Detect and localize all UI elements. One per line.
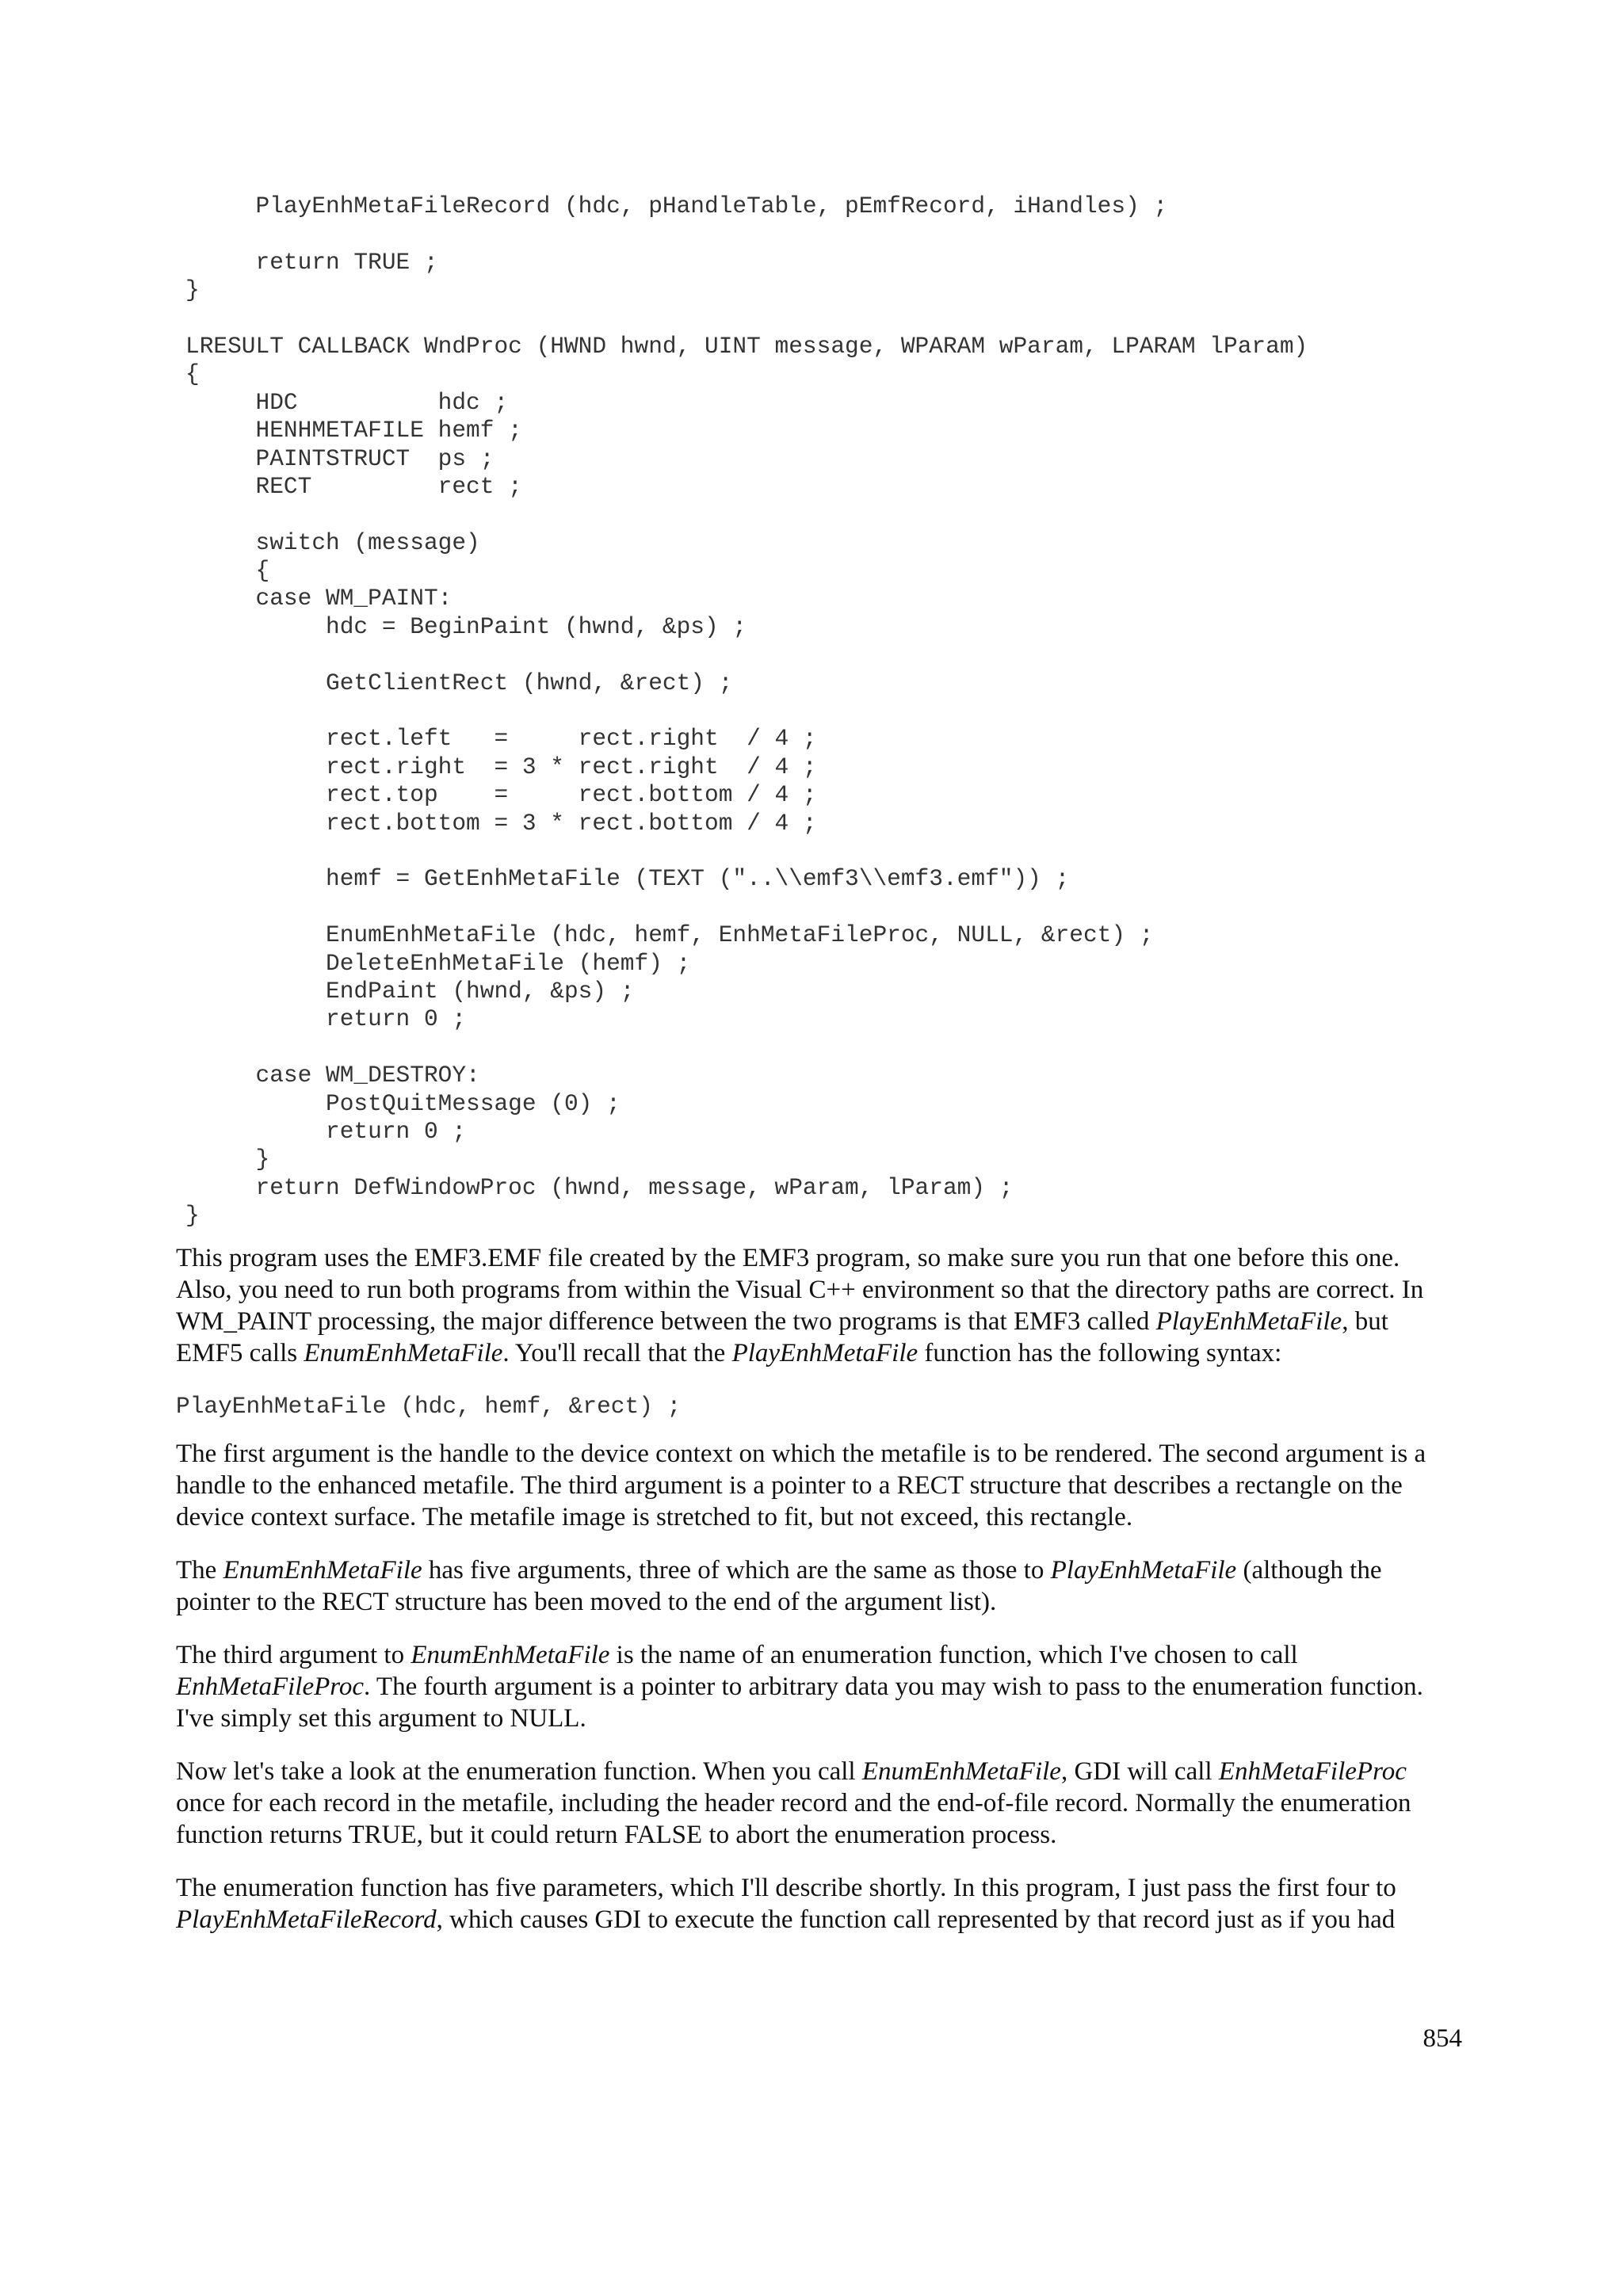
code-line: RECT rect ;	[185, 472, 522, 500]
function-name: EnumEnhMetaFile	[223, 1556, 422, 1585]
code-line: }	[185, 1202, 200, 1230]
text-run: , but EMF5 calls	[176, 1307, 1388, 1367]
code-line	[185, 641, 1308, 669]
paragraph	[176, 1639, 1460, 1734]
code-line: hemf = GetEnhMetaFile (TEXT ("..\\emf3\\emf3.emf")) ;	[185, 865, 1070, 893]
paragraph	[176, 1756, 1460, 1851]
text-run: has five arguments, three of which are the same as those to	[422, 1556, 1051, 1585]
text-run: function has the following syntax:	[918, 1339, 1282, 1367]
function-name: PlayEnhMetaFileRecord	[176, 1905, 437, 1934]
code-line: EndPaint (hwnd, &ps) ;	[185, 977, 635, 1005]
text-run: , which causes GDI to execute the function call represented by that record just as if you had	[436, 1905, 1396, 1934]
code-line	[185, 837, 1308, 865]
code-line: switch (message)	[185, 528, 480, 556]
function-name: EnhMetaFileProc	[176, 1672, 365, 1701]
function-name: EnumEnhMetaFile	[861, 1757, 1061, 1786]
body-text	[176, 1242, 1460, 1957]
code-line: LRESULT CALLBACK WndProc (HWND hwnd, UINT message, WPARAM wParam, LPARAM lParam)	[185, 332, 1308, 360]
code-line: hdc = BeginPaint (hwnd, &ps) ;	[185, 612, 747, 640]
function-name: PlayEnhMetaFile	[1050, 1556, 1237, 1585]
paragraph	[176, 1554, 1460, 1618]
text-run: The	[176, 1556, 223, 1585]
function-name: PlayEnhMetaFile	[731, 1339, 918, 1367]
code-line: DeleteEnhMetaFile (hemf) ;	[185, 949, 691, 977]
syntax-example: PlayEnhMetaFile (hdc, hemf, &rect) ;	[176, 1393, 682, 1420]
code-line: case WM_DESTROY:	[185, 1062, 480, 1089]
text-run: Now let's take a look at the enumeration function. When you call	[176, 1757, 862, 1786]
code-line: case WM_PAINT:	[185, 585, 453, 612]
code-line	[185, 894, 1308, 921]
code-listing	[185, 193, 1308, 1230]
code-line	[185, 305, 1308, 333]
code-line	[185, 220, 1308, 248]
paragraph: The first argument is the handle to the device context on which the metafile is to be rendered. The second argument is a handle to the enhanced metafile. The third argument is a pointer to a RECT structure that describes a rectangle on the device context surface. The metafile image is stretched to fit, but not exceed, this rectangle.	[176, 1440, 1426, 1531]
code-line: rect.top = rect.bottom / 4 ;	[185, 781, 817, 809]
code-line: }	[185, 1146, 270, 1173]
code-line: EnumEnhMetaFile (hdc, hemf, EnhMetaFileProc, NULL, &rect) ;	[185, 921, 1154, 949]
text-run: is the name of an enumeration function, which I've chosen to call	[609, 1641, 1298, 1669]
code-line: rect.left = rect.right / 4 ;	[185, 725, 817, 753]
code-line: HENHMETAFILE hemf ;	[185, 417, 522, 444]
function-name: EnhMetaFileProc	[1218, 1757, 1407, 1786]
code-line: GetClientRect (hwnd, &rect) ;	[185, 669, 733, 696]
function-name: EnumEnhMetaFile	[304, 1339, 503, 1367]
code-line	[185, 501, 1308, 528]
code-line: }	[185, 277, 200, 304]
function-name: PlayEnhMetaFile	[1155, 1307, 1342, 1336]
paragraph	[176, 1872, 1460, 1936]
text-run: The third argument to	[176, 1641, 411, 1669]
code-line: PlayEnhMetaFileRecord (hdc, pHandleTable, pEmfRecord, iHandles) ;	[185, 193, 1168, 219]
text-run: . You'll recall that the	[502, 1339, 732, 1367]
code-line: rect.right = 3 * rect.right / 4 ;	[185, 753, 817, 780]
code-line: rect.bottom = 3 * rect.bottom / 4 ;	[185, 809, 817, 837]
code-line: return TRUE ;	[185, 248, 438, 276]
code-line: PostQuitMessage (0) ;	[185, 1089, 621, 1117]
function-name: EnumEnhMetaFile	[411, 1641, 610, 1669]
code-line: {	[185, 557, 270, 585]
code-line: return DefWindowProc (hwnd, message, wParam, lParam) ;	[185, 1173, 1014, 1201]
text-run: , GDI will call	[1060, 1757, 1219, 1786]
text-run: (although the pointer to the RECT structure has been moved to the end of the argument list).	[176, 1556, 1382, 1616]
code-line: return 0 ;	[185, 1005, 467, 1033]
paragraph	[176, 1242, 1460, 1369]
page-number: 854	[1423, 2024, 1462, 2053]
code-line: {	[185, 360, 200, 388]
code-line: PAINTSTRUCT ps ;	[185, 444, 495, 472]
code-line	[185, 697, 1308, 725]
text-run: . The fourth argument is a pointer to arbitrary data you may wish to pass to the enumeration function. I've simply set this argument to NULL.	[176, 1672, 1423, 1733]
text-run: once for each record in the metafile, including the header record and the end-of-file record. Normally the enumeration function returns TRUE, but it could return FALSE to abort the enumeration process.	[176, 1789, 1411, 1849]
code-line: return 0 ;	[185, 1117, 467, 1145]
code-line: HDC hdc ;	[185, 388, 509, 416]
code-line	[185, 1034, 1308, 1062]
text-run: The enumeration function has five parameters, which I'll describe shortly. In this program, I just pass the first four to	[176, 1874, 1396, 1902]
text-run: This program uses the EMF3.EMF file created by the EMF3 program, so make sure you run that one before this one. Also, you need to run both programs from within the Visual C++ environment so that the directory paths are correct. In WM_PAINT processing, the major difference between the two programs is that EMF3 called	[176, 1244, 1424, 1336]
